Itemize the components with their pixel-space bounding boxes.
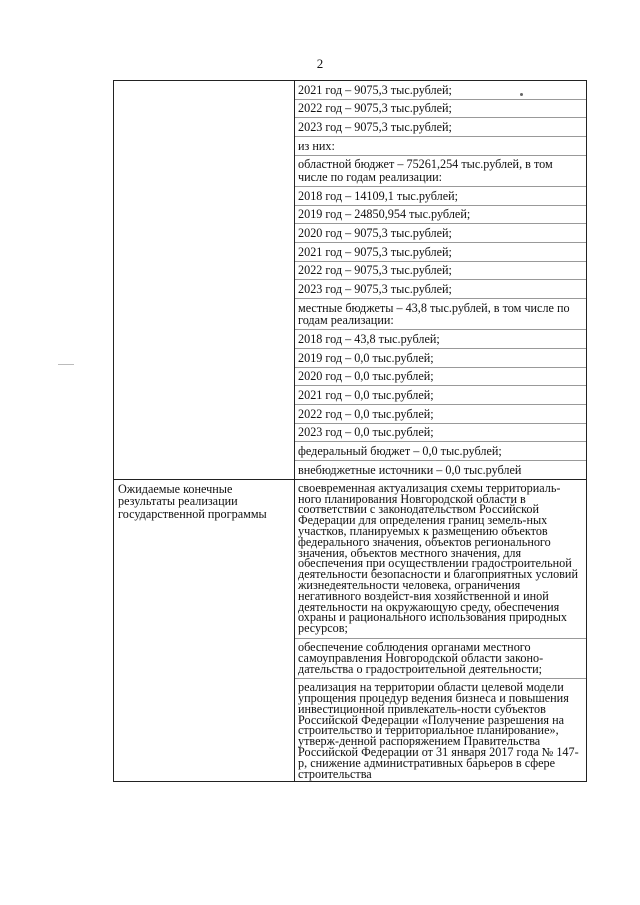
- results-label: Ожидаемые конечные результаты реализации государственной программы: [118, 481, 267, 521]
- financing-line: 2022 год – 9075,3 тыс.рублей;: [295, 100, 586, 119]
- page-number: 2: [316, 56, 324, 71]
- financing-line: 2020 год – 9075,3 тыс.рублей;: [295, 224, 586, 243]
- margin-mark: [58, 364, 74, 365]
- financing-line: из них:: [295, 137, 586, 156]
- financing-line: 2021 год – 0,0 тыс.рублей;: [295, 386, 586, 405]
- financing-row: [114, 81, 587, 480]
- results-row: [114, 479, 587, 782]
- financing-line: внебюджетные источники – 0,0 тыс.рублей: [298, 462, 522, 477]
- financing-line: 2022 год – 9075,3 тыс.рублей;: [295, 262, 586, 281]
- results-values-cell: [295, 479, 587, 782]
- financing-line: 2021 год – 9075,3 тыс.рублей;: [295, 81, 586, 100]
- results-label-cell: [114, 479, 295, 782]
- result-paragraph: обеспечение соблюдения органами местного самоуправления Новгородской области законо-дательства о градостроительной деятельности;: [295, 639, 586, 679]
- result-paragraph: своевременная актуализация схемы территориаль-ного планирования Новгородской области в соответствии с законодательством Российской Федерации для определения границ земель-ных участков, планируемых к размещению объектов федерального значения, объектов регионального значения, объектов местного значения, для обеспечения при осуществлении градостроительной деятельности безопасности и благоприятных условий жизнедеятельности человека, ограничения негативного воздейст-вия хозяйственной и иной деятельности на окружающую среду, обеспечения охраны и рационального использования природных ресурсов;: [295, 480, 586, 639]
- financing-line: 2020 год – 0,0 тыс.рублей;: [295, 368, 586, 387]
- financing-lines: [295, 81, 586, 479]
- program-passport-table: [113, 80, 587, 782]
- financing-line: местные бюджеты – 43,8 тыс.рублей, в том числе по годам реализации:: [295, 299, 586, 330]
- financing-line: 2023 год – 9075,3 тыс.рублей;: [295, 118, 586, 137]
- financing-line: 2019 год – 24850,954 тыс.рублей;: [295, 206, 586, 225]
- financing-values-cell: [295, 81, 587, 480]
- financing-line: 2018 год – 43,8 тыс.рублей;: [295, 330, 586, 349]
- financing-line: федеральный бюджет – 0,0 тыс.рублей;: [295, 442, 586, 461]
- financing-line: 2018 год – 14109,1 тыс.рублей;: [295, 187, 586, 206]
- result-paragraph: реализация на территории области целевой модели упрощения процедур ведения бизнеса и повышения инвестиционной привлекатель-ности субъектов Российской Федерации «Получение разрешения на строительство и территориальное планирование», утверж-денной распоряжением Правительства Российской Федерации от 31 января 2017 года № 147-р, снижение административных барьеров в сфере строительства: [298, 680, 579, 781]
- financing-line: 2023 год – 0,0 тыс.рублей;: [295, 424, 586, 443]
- financing-label-cell: [114, 81, 295, 480]
- financing-line: 2023 год – 9075,3 тыс.рублей;: [295, 280, 586, 299]
- financing-line: 2022 год – 0,0 тыс.рублей;: [295, 405, 586, 424]
- financing-line: 2019 год – 0,0 тыс.рублей;: [295, 349, 586, 368]
- financing-line: областной бюджет – 75261,254 тыс.рублей, в том числе по годам реализации:: [295, 156, 586, 187]
- financing-line: 2021 год – 9075,3 тыс.рублей;: [295, 243, 586, 262]
